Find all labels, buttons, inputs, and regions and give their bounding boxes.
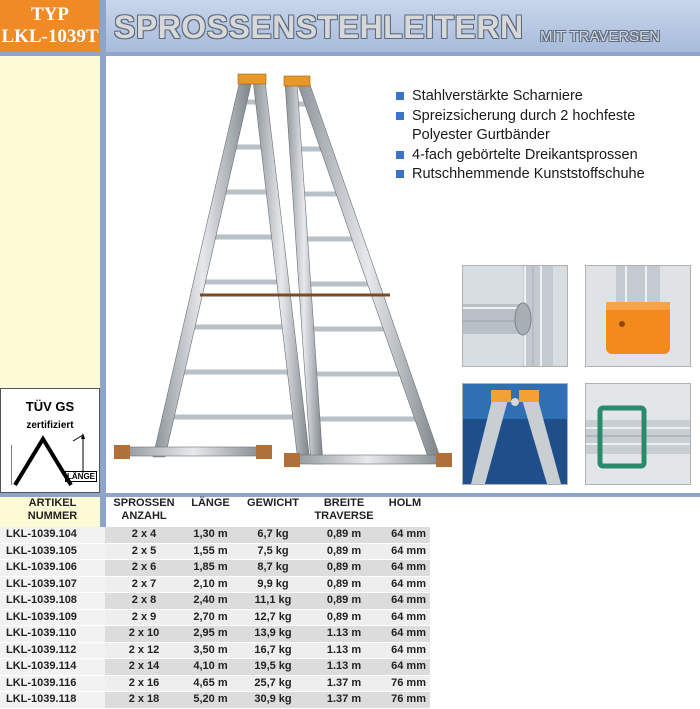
- top-cap-right: [284, 76, 310, 86]
- table-cell: LKL-1039.116: [0, 675, 105, 692]
- feature-item: 4-fach gebörtelte Dreikantsprossen: [396, 146, 696, 166]
- table-cell: 64 mm: [380, 642, 430, 659]
- type-number: LKL-1039T: [1, 26, 99, 47]
- table-cell: 2 x 7: [105, 576, 183, 593]
- bullet-square: [396, 112, 404, 120]
- header-article: ARTIKEL NUMMER: [27, 497, 78, 522]
- page-title: SPROSSENSTEHLEITERN: [114, 9, 524, 45]
- table-cell: 64 mm: [380, 626, 430, 643]
- table-cell: LKL-1039.114: [0, 659, 105, 676]
- table-cell: 64 mm: [380, 527, 430, 543]
- detail-photo-rung: [462, 265, 568, 367]
- table-cell: LKL-1039.105: [0, 543, 105, 560]
- table-cell: 0,89 m: [308, 560, 380, 577]
- detail-photo-hinge: [585, 265, 691, 367]
- length-label: LÄNGE: [67, 472, 95, 481]
- foot-cap-2: [256, 445, 272, 459]
- table-cell: 0,89 m: [308, 576, 380, 593]
- table-cell: 30,9 kg: [238, 692, 308, 709]
- page-subtitle: MIT TRAVERSEN: [540, 28, 661, 45]
- feature-item: Spreizsicherung durch 2 hochfeste: [396, 107, 696, 127]
- table-cell: 1.13 m: [308, 626, 380, 643]
- table-cell: LKL-1039.110: [0, 626, 105, 643]
- table-cell: 4,10 m: [183, 659, 238, 676]
- table-cell: 64 mm: [380, 593, 430, 610]
- table-cell: 1.37 m: [308, 692, 380, 709]
- table-row: [0, 642, 430, 659]
- table-cell: 64 mm: [380, 659, 430, 676]
- table-row: [0, 576, 430, 593]
- table-cell: 9,9 kg: [238, 576, 308, 593]
- table-cell: LKL-1039.118: [0, 692, 105, 709]
- foot-cap-3: [284, 453, 300, 467]
- table-cell: LKL-1039.109: [0, 609, 105, 626]
- left-rail-back: [153, 80, 252, 457]
- table-cell: 2,95 m: [183, 626, 238, 643]
- table-cell: 2 x 12: [105, 642, 183, 659]
- table-cell: 16,7 kg: [238, 642, 308, 659]
- header-weight: GEWICHT: [247, 497, 299, 509]
- header-rail: HOLM: [388, 497, 422, 509]
- table-row: [0, 675, 430, 692]
- table-cell: 11,1 kg: [238, 593, 308, 610]
- table-cell: 2 x 10: [105, 626, 183, 643]
- type-box: [0, 0, 100, 52]
- certification-box: [0, 388, 100, 493]
- table-header-row: [0, 497, 430, 527]
- header-divider: [0, 52, 700, 56]
- top-cap-left: [238, 74, 266, 84]
- table-cell: LKL-1039.112: [0, 642, 105, 659]
- table-cell: 76 mm: [380, 692, 430, 709]
- table-cell: 1,55 m: [183, 543, 238, 560]
- traverse-right: [288, 455, 448, 464]
- table-cell: 1.13 m: [308, 642, 380, 659]
- table-cell: 13,9 kg: [238, 626, 308, 643]
- table-cell: 25,7 kg: [238, 675, 308, 692]
- table-cell: 2 x 4: [105, 527, 183, 543]
- table-cell: 1,85 m: [183, 560, 238, 577]
- table-row: [0, 609, 430, 626]
- table-cell: 4,65 m: [183, 675, 238, 692]
- table-cell: 2,40 m: [183, 593, 238, 610]
- table-row: [0, 626, 430, 643]
- table-row: [0, 543, 430, 560]
- table-cell: 2 x 14: [105, 659, 183, 676]
- table-cell: LKL-1039.108: [0, 593, 105, 610]
- header-traverse-width: BREITE TRAVERSE: [314, 497, 374, 522]
- table-cell: 5,20 m: [183, 692, 238, 709]
- title-banner: [106, 0, 700, 52]
- table-cell: 64 mm: [380, 609, 430, 626]
- table-cell: LKL-1039.106: [0, 560, 105, 577]
- bullet-square: [396, 170, 404, 178]
- table-cell: 19,5 kg: [238, 659, 308, 676]
- table-cell: LKL-1039.104: [0, 527, 105, 543]
- detail-photo-top: [462, 383, 568, 485]
- table-cell: 2 x 9: [105, 609, 183, 626]
- table-cell: 8,7 kg: [238, 560, 308, 577]
- table-cell: 12,7 kg: [238, 609, 308, 626]
- table-row: [0, 593, 430, 610]
- certification-label: zertifiziert: [26, 420, 74, 431]
- table-cell: LKL-1039.107: [0, 576, 105, 593]
- table-cell: 0,89 m: [308, 593, 380, 610]
- feature-list: [396, 87, 696, 185]
- feature-item: Stahlverstärkte Scharniere: [396, 87, 696, 107]
- certification-mark: TÜV GS: [25, 399, 75, 414]
- table-cell: 2 x 18: [105, 692, 183, 709]
- table-cell: 0,89 m: [308, 527, 380, 543]
- table-row: [0, 560, 430, 577]
- table-cell: 2 x 5: [105, 543, 183, 560]
- table-cell: 2 x 16: [105, 675, 183, 692]
- header-rungs: SPROSSEN ANZAHL: [113, 497, 175, 522]
- traverse-left: [118, 447, 268, 456]
- foot-cap-4: [436, 453, 452, 467]
- table-row: [0, 659, 430, 676]
- feature-item-continuation: Polyester Gurtbänder: [412, 127, 550, 143]
- table-cell: 2 x 8: [105, 593, 183, 610]
- feature-item: Rutschhemmende Kunststoffschuhe: [396, 165, 696, 185]
- type-label: TYP: [31, 4, 69, 25]
- table-cell: 1,30 m: [183, 527, 238, 543]
- table-row: [0, 527, 430, 543]
- bullet-square: [396, 151, 404, 159]
- table-cell: 0,89 m: [308, 609, 380, 626]
- table-cell: 3,50 m: [183, 642, 238, 659]
- detail-photo-shoe: [585, 383, 691, 485]
- table-cell: 2,10 m: [183, 576, 238, 593]
- table-cell: 76 mm: [380, 675, 430, 692]
- table-cell: 64 mm: [380, 576, 430, 593]
- table-cell: 64 mm: [380, 560, 430, 577]
- table-cell: 1.37 m: [308, 675, 380, 692]
- table-cell: 0,89 m: [308, 543, 380, 560]
- table-cell: 1.13 m: [308, 659, 380, 676]
- table-cell: 64 mm: [380, 543, 430, 560]
- foot-cap-1: [114, 445, 130, 459]
- table-cell: 2 x 6: [105, 560, 183, 577]
- table-cell: 6,7 kg: [238, 527, 308, 543]
- table-cell: 2,70 m: [183, 609, 238, 626]
- table-cell: 7,5 kg: [238, 543, 308, 560]
- spec-table: [0, 497, 430, 709]
- bullet-square: [396, 92, 404, 100]
- header-length: LÄNGE: [191, 497, 230, 509]
